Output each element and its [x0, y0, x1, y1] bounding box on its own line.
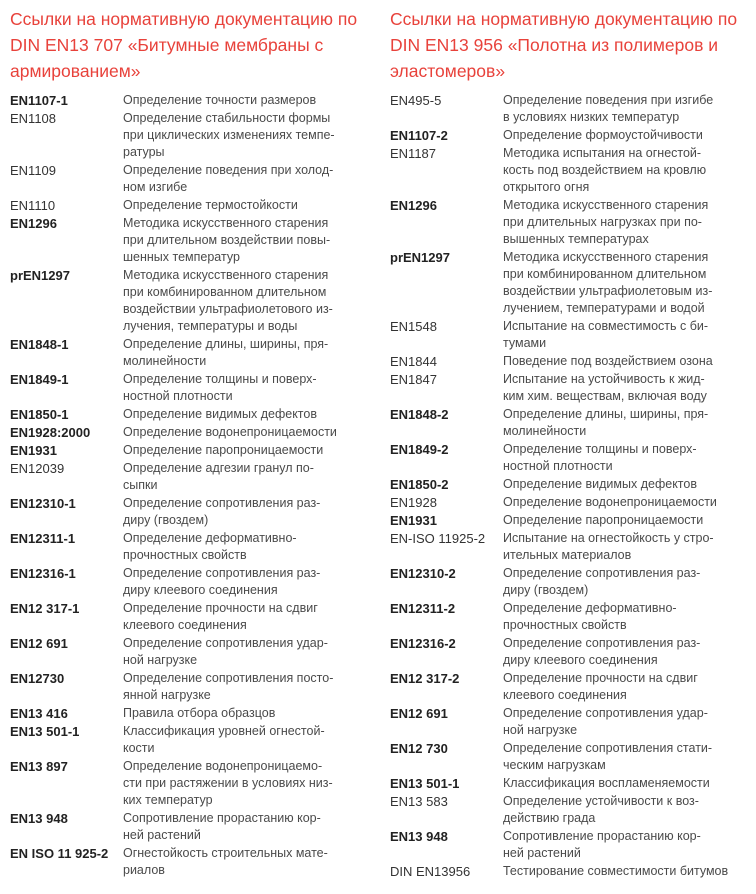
- standard-row: [390, 92, 752, 126]
- standard-code: EN12 691: [390, 706, 448, 721]
- standard-row: [10, 495, 378, 529]
- standard-code: EN13 501-1: [10, 724, 80, 739]
- standard-code: EN-ISO 11925-2: [390, 531, 486, 546]
- standard-row: [390, 476, 752, 493]
- standard-description: Определение сопротивления раз- диру (гвоздем): [503, 566, 701, 597]
- standard-row: [390, 740, 752, 774]
- standard-row: [10, 197, 378, 214]
- standard-code: EN13 948: [10, 811, 68, 826]
- standard-description: Определение точности размеров: [123, 93, 317, 107]
- standard-row: [10, 565, 378, 599]
- standard-description: Определение сопротивления раз- диру клеевого соединения: [123, 566, 321, 597]
- standard-row: [10, 110, 378, 161]
- standard-description: Определение поведения при изгибе в условиях низких температур: [503, 93, 714, 124]
- standard-description: Определение толщины и поверх- ностной плотности: [503, 442, 697, 473]
- standard-row: [10, 406, 378, 423]
- standard-row: [390, 197, 752, 248]
- standard-row: [390, 793, 752, 827]
- standard-row: [390, 705, 752, 739]
- standard-row: [390, 441, 752, 475]
- standard-code: EN1931: [10, 443, 57, 458]
- standard-description: Испытание на устойчивость к жид- ким хим. веществам, включая воду: [503, 372, 707, 403]
- standard-row: [10, 92, 378, 109]
- standard-code: EN12311-1: [10, 531, 76, 546]
- standard-description: Определение толщины и поверх- ностной плотности: [123, 372, 317, 403]
- standard-code: EN1928: [390, 495, 437, 510]
- standard-code: EN1848-1: [10, 337, 69, 352]
- standard-description: Определение адгезии гранул по- сыпки: [123, 461, 314, 492]
- standard-description: Определение водонепроницаемости: [503, 495, 717, 509]
- right-column-title: Ссылки на нормативную документацию по DIN EN13 956 «Полотна из полимеров и эластомеров»: [390, 9, 738, 81]
- standard-row: [390, 828, 752, 862]
- standard-row: [390, 249, 752, 317]
- standard-description: Определение длины, ширины, пря- молинейности: [123, 337, 329, 368]
- standard-row: [390, 145, 752, 196]
- standard-code: EN12730: [10, 671, 65, 686]
- standard-description: Определение сопротивления удар- ной нагрузке: [123, 636, 328, 667]
- standard-code: EN12316-1: [10, 566, 76, 581]
- left-standards-list: [10, 92, 378, 879]
- standard-row: [390, 600, 752, 634]
- standard-description: Испытание на совместимость с би- тумами: [503, 319, 709, 350]
- standard-row: [10, 845, 378, 879]
- standard-row: [390, 670, 752, 704]
- standard-description: Определение сопротивления удар- ной нагрузке: [503, 706, 708, 737]
- standard-code: EN1107-2: [390, 128, 448, 143]
- standard-row: [390, 494, 752, 511]
- standard-row: [10, 460, 378, 494]
- standard-row: [10, 424, 378, 441]
- standard-description: Сопротивление прорастанию кор- ней растений: [123, 811, 321, 842]
- standard-description: Методика искусственного старения при длительном воздействии повы- шенных температур: [123, 216, 331, 264]
- standard-row: [10, 162, 378, 196]
- standard-description: Определение термостойкости: [123, 198, 298, 212]
- standard-code: EN13 948: [390, 829, 448, 844]
- standard-description: Определение прочности на сдвиг клеевого соединения: [123, 601, 318, 632]
- standard-code: EN1850-2: [390, 477, 449, 492]
- standard-description: Определение видимых дефектов: [123, 407, 317, 421]
- standard-description: Определение длины, ширины, пря- молинейности: [503, 407, 709, 438]
- standard-code: EN1848-2: [390, 407, 449, 422]
- standard-description: Определение деформативно- прочностных свойств: [503, 601, 677, 632]
- standard-row: [390, 127, 752, 144]
- standard-code: EN1109: [10, 163, 57, 178]
- standard-row: [390, 371, 752, 405]
- standard-description: Определение сопротивления стати- ческим нагрузкам: [503, 741, 713, 772]
- standard-description: Методика искусственного старения при комбинированном длительном воздействии ультрафиолетового из- лучения, температуры и воды: [123, 268, 333, 333]
- standard-row: [10, 758, 378, 809]
- standard-description: Определение видимых дефектов: [503, 477, 697, 491]
- standard-row: [10, 442, 378, 459]
- standard-description: Определение устойчивости к воз- действию града: [503, 794, 699, 825]
- standard-code: EN1548: [390, 319, 437, 334]
- standard-description: Определение сопротивления раз- диру (гвоздем): [123, 496, 321, 527]
- standard-code: EN1187: [390, 146, 437, 161]
- standard-code: EN1296: [10, 216, 57, 231]
- standard-code: EN12 691: [10, 636, 68, 651]
- standard-row: [10, 810, 378, 844]
- standard-description: Определение сопротивления раз- диру клеевого соединения: [503, 636, 701, 667]
- standard-code: EN13 583: [390, 794, 448, 809]
- standard-description: Правила отбора образцов: [123, 706, 276, 720]
- standard-row: [390, 512, 752, 529]
- standard-code: EN ISO 11 925-2: [10, 846, 109, 861]
- standard-row: [390, 318, 752, 352]
- standard-row: [390, 565, 752, 599]
- standard-description: Определение сопротивления посто- янной нагрузке: [123, 671, 334, 702]
- standard-code: EN12310-1: [10, 496, 76, 511]
- standard-row: [10, 635, 378, 669]
- standard-row: [10, 267, 378, 335]
- standard-code: prEN1297: [390, 250, 450, 265]
- standard-row: [10, 600, 378, 634]
- standard-row: [10, 705, 378, 722]
- standard-code: prEN1297: [10, 268, 70, 283]
- standard-code: EN1931: [390, 513, 437, 528]
- standard-description: Поведение под воздействием озона: [503, 354, 713, 368]
- standard-description: Определение водонепроницаемо- сти при растяжении в условиях низ- ких температур: [123, 759, 333, 807]
- standard-code: EN1110: [10, 198, 56, 213]
- standard-row: [390, 775, 752, 792]
- standard-description: Методика искусственного старения при длительных нагрузках при по- вышенных температурах: [503, 198, 709, 246]
- standard-code: EN13 501-1: [390, 776, 460, 791]
- standard-description: Испытание на огнестойкость у стро- ительных материалов: [503, 531, 714, 562]
- standard-code: EN1849-2: [390, 442, 449, 457]
- standard-code: EN1850-1: [10, 407, 69, 422]
- standard-description: Определение паропроницаемости: [503, 513, 704, 527]
- standard-code: EN12310-2: [390, 566, 456, 581]
- standard-code: EN12316-2: [390, 636, 456, 651]
- standard-row: [10, 371, 378, 405]
- standard-code: EN13 897: [10, 759, 68, 774]
- standard-code: EN1108: [10, 111, 57, 126]
- standard-row: [10, 215, 378, 266]
- standard-code: EN1107-1: [10, 93, 68, 108]
- standard-code: EN495-5: [390, 93, 442, 108]
- standard-description: Определение паропроницаемости: [123, 443, 324, 457]
- standard-description: Определение деформативно- прочностных свойств: [123, 531, 297, 562]
- standard-description: Методика искусственного старения при комбинированном длительном воздействии ультрафиолетовым из- лучением, температурами и водой: [503, 250, 713, 315]
- standard-description: Определение формоустойчивости: [503, 128, 703, 142]
- right-column: [390, 6, 752, 881]
- standard-description: Тестирование совместимости битумов: [503, 864, 729, 878]
- standard-description: Определение стабильности формы при циклических изменениях темпе- ратуры: [123, 111, 335, 159]
- standard-code: EN13 416: [10, 706, 68, 721]
- right-standards-list: [390, 92, 752, 880]
- standard-code: EN1928:2000: [10, 425, 91, 440]
- standard-code: EN12311-2: [390, 601, 456, 616]
- standard-row: [390, 406, 752, 440]
- standard-description: Определение водонепроницаемости: [123, 425, 337, 439]
- standard-code: EN12 317-2: [390, 671, 460, 686]
- standard-code: EN1296: [390, 198, 437, 213]
- standard-code: EN12 730: [390, 741, 448, 756]
- left-column-title: Ссылки на нормативную документацию по DIN EN13 707 «Битумные мембраны с армированием»: [10, 9, 358, 81]
- standard-code: EN1844: [390, 354, 437, 369]
- standard-code: EN12 317-1: [10, 601, 80, 616]
- standard-row: [390, 530, 752, 564]
- standard-description: Методика испытания на огнестой- кость под воздействием на кровлю открытого огня: [503, 146, 707, 194]
- standard-row: [390, 353, 752, 370]
- standard-row: [10, 530, 378, 564]
- standard-row: [10, 723, 378, 757]
- standard-description: Классификация уровней огнестой- кости: [123, 724, 325, 755]
- standard-code: EN12039: [10, 461, 65, 476]
- standard-code: DIN EN13956: [390, 864, 471, 879]
- standard-row: [390, 863, 752, 880]
- standard-description: Огнестойкость строительных мате- риалов: [123, 846, 328, 877]
- standard-row: [390, 635, 752, 669]
- standard-row: [10, 336, 378, 370]
- standard-code: EN1847: [390, 372, 437, 387]
- standard-description: Классификация воспламеняемости: [503, 776, 710, 790]
- standard-row: [10, 670, 378, 704]
- standard-code: EN1849-1: [10, 372, 69, 387]
- standard-description: Определение прочности на сдвиг клеевого соединения: [503, 671, 698, 702]
- standard-description: Сопротивление прорастанию кор- ней растений: [503, 829, 701, 860]
- standard-description: Определение поведения при холод- ном изгибе: [123, 163, 334, 194]
- left-column: [10, 6, 378, 880]
